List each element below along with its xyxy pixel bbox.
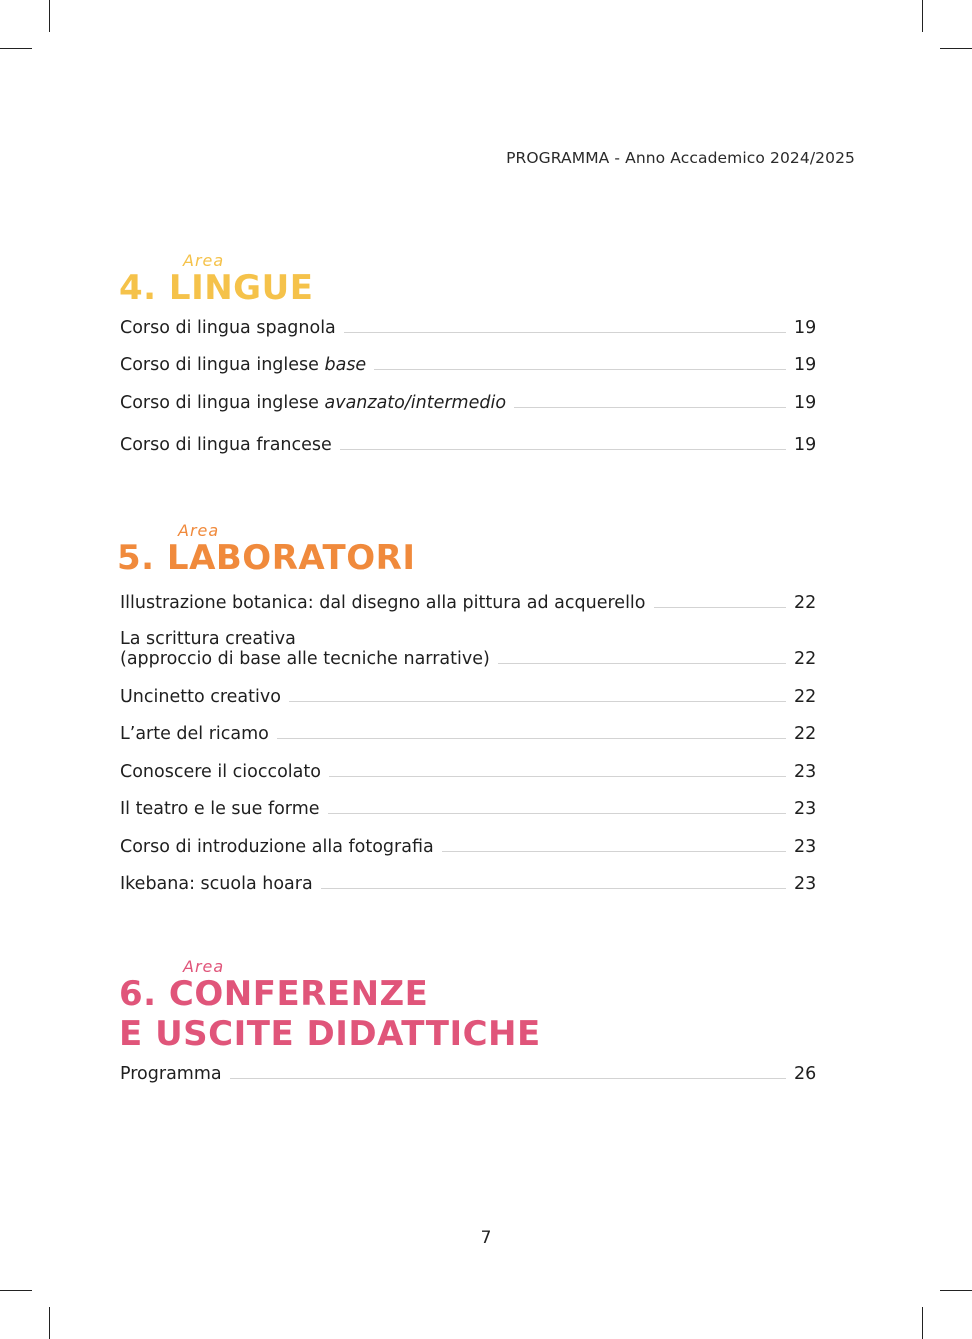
crop-mark [922,1307,923,1339]
crop-mark [940,1290,972,1291]
crop-mark [0,48,32,49]
toc-entry-title: Illustrazione botanica: dal disegno alla pittura ad acquerello [120,593,646,613]
toc-entry-title: Corso di lingua francese [120,435,332,455]
toc-entry[interactable] [120,687,816,707]
dotted-leader [230,1078,786,1079]
toc-entry-page: 19 [794,318,817,338]
toc-entry-page: 23 [794,874,817,894]
toc-entry[interactable] [120,629,816,669]
crop-mark [49,1307,50,1339]
toc-entry[interactable] [120,799,816,819]
dotted-leader [442,851,786,852]
toc-entry-title: La scrittura creativa (approccio di base alle tecniche narrative) [120,629,490,669]
section-heading-laboratori: 5. LABORATORI [117,538,416,578]
toc-entry[interactable] [120,355,816,375]
toc-entry-title: Corso di lingua inglese avanzato/intermedio [120,393,507,413]
dotted-leader [654,607,786,608]
toc-entry-page: 26 [794,1064,817,1084]
dotted-leader [340,449,786,450]
crop-mark [922,0,923,32]
toc-entry-title: Uncinetto creativo [120,687,281,707]
toc-entry[interactable] [120,837,816,857]
running-header: PROGRAMMA - Anno Accademico 2024/2025 [506,149,855,167]
dotted-leader [374,369,786,370]
toc-entry-title: Ikebana: scuola hoara [120,874,313,894]
dotted-leader [277,738,786,739]
toc-entry-page: 19 [794,435,817,455]
area-label-conferenze: Area [183,957,225,976]
toc-entry[interactable] [120,874,816,894]
toc-entry[interactable] [120,318,816,338]
toc-entry-page: 22 [794,724,817,744]
toc-entry-title: Corso di introduzione alla fotografia [120,837,434,857]
crop-mark [0,1290,32,1291]
toc-entry-page: 22 [794,687,817,707]
dotted-leader [289,701,786,702]
toc-entry-title: Programma [120,1064,222,1084]
toc-entry-page: 22 [794,593,817,613]
crop-mark [49,0,50,32]
section-heading-lingue: 4. LINGUE [119,268,314,308]
area-label-lingue: Area [183,251,225,270]
toc-entry-page: 23 [794,799,817,819]
area-label-laboratori: Area [178,521,220,540]
toc-entry[interactable] [120,1064,816,1084]
section-heading-conferenze-line2: E USCITE DIDATTICHE [119,1014,541,1054]
dotted-leader [321,888,786,889]
dotted-leader [344,332,786,333]
toc-entry-page: 23 [794,762,817,782]
toc-entry[interactable] [120,724,816,744]
toc-entry-page: 22 [794,649,817,669]
toc-entry-title: Corso di lingua spagnola [120,318,336,338]
toc-entry-title: L’arte del ricamo [120,724,269,744]
toc-entry-page: 19 [794,355,817,375]
toc-entry-page: 23 [794,837,817,857]
toc-entry-title: Conoscere il cioccolato [120,762,321,782]
toc-entry-title: Il teatro e le sue forme [120,799,320,819]
toc-entry-title: Corso di lingua inglese base [120,355,367,375]
toc-entry[interactable] [120,593,816,613]
dotted-leader [514,407,786,408]
dotted-leader [328,813,786,814]
page-number: 7 [480,1228,492,1248]
toc-entry[interactable] [120,762,816,782]
section-heading-conferenze: 6. CONFERENZE [119,974,429,1014]
dotted-leader [498,663,786,664]
toc-entry[interactable] [120,393,816,413]
toc-entry[interactable] [120,435,816,455]
dotted-leader [329,776,786,777]
crop-mark [940,48,972,49]
toc-entry-page: 19 [794,393,817,413]
